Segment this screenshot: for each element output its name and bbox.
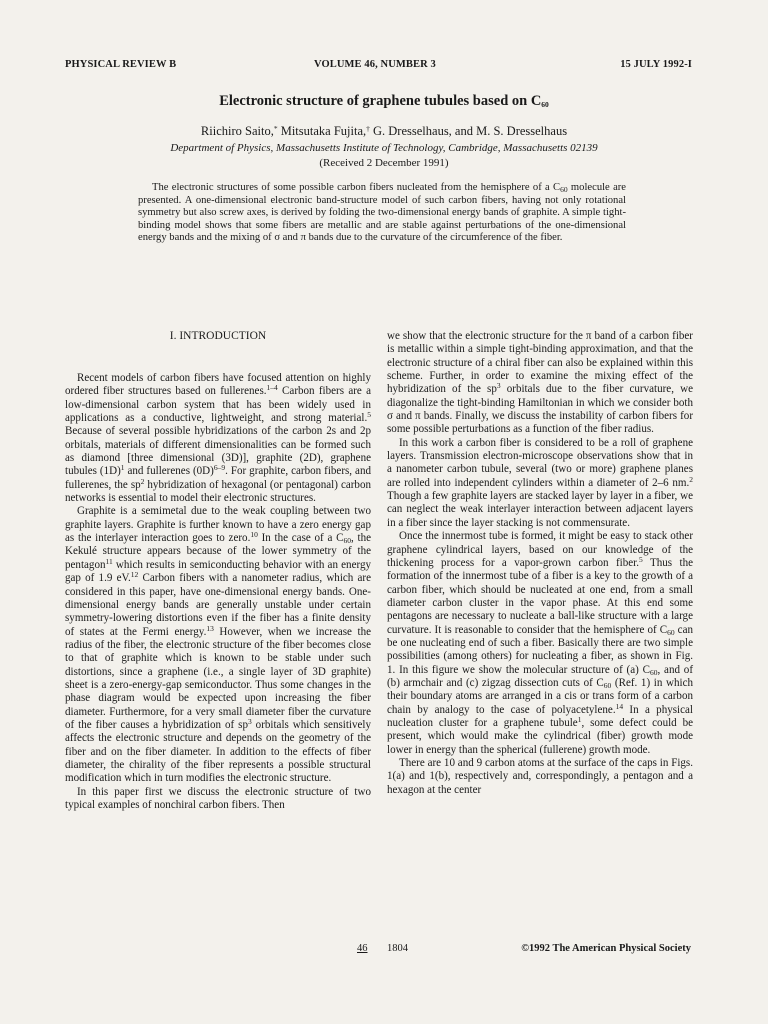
received-date: (Received 2 December 1991) xyxy=(319,157,449,169)
paragraph: In this work a carbon fiber is considered to be a roll of graphene layers. Transmission electron-microscope observations show that in a nanometer carbon tubule, several (two or more) graphene planes are rolled into independent cylinders within a diameter of 2–6 nm.$^2$ Though a few graphite layers are stacked layer by layer in a fiber, we can neglect the weak interlayer interaction between adjacent layers in a fiber since the layer stacking is not commensurate. xyxy=(387,436,693,529)
page-number: 1804 xyxy=(387,943,408,954)
paragraph: Once the innermost tube is formed, it might be easy to stack other graphene cylindrical layers, based on our knowledge of the thickening process for a vapor-grown carbon fiber.$^5$ Thus the formation of the innermost tube of a fiber is a key to the growth of a carbon fiber, which should be nucleated at one end, from a small diameter carbon cluster in the vapor phase. At this end some pentagons are necessary to nucleate a ball-like structure with a large curvature. It is reasonable to consider that the hemisphere of $C_{60}$ can be one nucleating end of such a fiber. Basically there are two simple possibilities (among others) for nucleating a fiber, as shown in Fig. 1. In this figure we show the molecular structure of (a) $C_{60}$, and of (b) armchair and (c) zigzag dissection cuts of $C_{60}$ (Ref. 1) in which their boundary atoms are arranged in a cis or trans form of a carbon chain by analogy to the case of polyacetylene.$^{14}$ In a physical nucleation cluster for a graphene tubule$^1$, some defect could be present, which would make the cylindrical (fiber) growth mode lower in energy than the spherical (fullerene) growth mode. xyxy=(387,530,694,756)
journal-name: PHYSICAL REVIEW B xyxy=(65,59,177,70)
paper-title: Electronic structure of graphene tubules based on $C_{60}$ xyxy=(219,93,549,109)
issue-date: 15 JULY 1992-I xyxy=(620,59,692,70)
copyright-notice: ©1992 The American Physical Society xyxy=(521,943,691,954)
paragraph: There are 10 and 9 carbon atoms at the surface of the caps in Figs. 1(a) and 1(b), respectively and, correspondingly, a pentagon and a hexagon at the center xyxy=(387,757,693,796)
affiliation: Department of Physics, Massachusetts Institute of Technology, Cambridge, Massachusetts 02139 xyxy=(170,142,598,154)
paragraph: In this paper first we discuss the electronic structure of two typical examples of nonchiral carbon fibers. Then xyxy=(65,785,371,811)
author-list: Riichiro Saito,* Mitsutaka Fujita,† G. Dresselhaus, and M. S. Dresselhaus xyxy=(200,124,568,138)
paragraph: we show that the electronic structure for the π band of a carbon fiber is metallic within a simple tight-binding approximation, and that the electronic structure of a chiral fiber can also be explained within this scheme. Further, in order to examine the mixing effect of the hybridization of the $sp^3$ orbitals due to the fiber curvature, we diagonalize the tight-binding Hamiltonian in which we consider both σ and π bands. Finally, we discuss the instability of carbon fibers for some possible perturbations as a function of the fiber radius. xyxy=(387,330,693,436)
abstract: The electronic structures of some possible carbon fibers nucleated from the hemisphere of a $C_{60}$ molecule are presented. A one-dimensional electronic band-structure model of such carbon fibers, having not only rotational symmetry but also screw axes, is derived by folding the two-dimensional energy bands of graphite. A simple tight-binding model shows that some fibers are metallic and are stable against perturbations of the one-dimensional energy bands and the mixing of σ and π bands due to the curvature of the circumference of the fiber. xyxy=(138,182,626,244)
paragraph: Graphite is a semimetal due to the weak coupling between two graphite layers. Graphite is further known to have a zero energy gap as the interlayer interaction goes to zero.$^{10}$ In the case of a $C_{60}$, the Kekulé structure appears because of the lower symmetry of the pentagon$^{11}$ which results in semiconducting behavior with an energy gap of 1.9 eV.$^{12}$ Carbon fibers with a nanometer radius, which are considered in this paper, have one-dimensional energy bands. One-dimensional energy bands are generally unstable under certain symmetry-lowering distortions even if the fiber has a finite density of states at the Fermi energy.$^{13}$ However, when we increase the radius of the fiber, the electronic structure of the fiber becomes close to that of graphite which is known to be stable under such distortions, since a graphene (i.e., a single layer of 3D graphite) sheet is a zero-energy-gap semiconductor. Thus some changes in the phase diagram would be expected upon increasing the fiber diameter. Furthermore, for a very small diameter fiber the curvature of the fiber causes a hybridization of $sp^3$ orbitals which sensitively affects the electronic structure and depends on the geometry of the fiber and on the fiber diameter. In addition to the effects of fiber diameter, the chirality of the fiber represents a possible structural modification which in turn modifies the electronic structure. xyxy=(65,505,372,785)
paragraph: Recent models of carbon fibers have focused attention on highly ordered fiber structures based on fullerenes.$^{1-4}$ Carbon fibers are a low-dimensional carbon system that has been widely used in applications as a conductive, lightweight, and strong material.$^5$ Because of several possible hybridizations of the carbon 2s and 2p orbitals, materials of different dimensionalities can be formed such as diamond [three dimensional (3D)], graphite (2D), graphene tubules $(1D)^1$ and fullerenes $(0D)^{6-9}$. For graphite, carbon fibers, and fullerenes, the $sp^2$ hybridization of hexagonal (or pentagonal) carbon networks is essential to model their electronic structures. xyxy=(65,372,372,505)
section-heading: I. INTRODUCTION xyxy=(169,330,267,342)
volume-number: VOLUME 46, NUMBER 3 xyxy=(314,59,436,70)
right-column xyxy=(387,330,693,797)
left-column xyxy=(65,330,371,812)
volume-footer: 46 xyxy=(357,943,368,954)
